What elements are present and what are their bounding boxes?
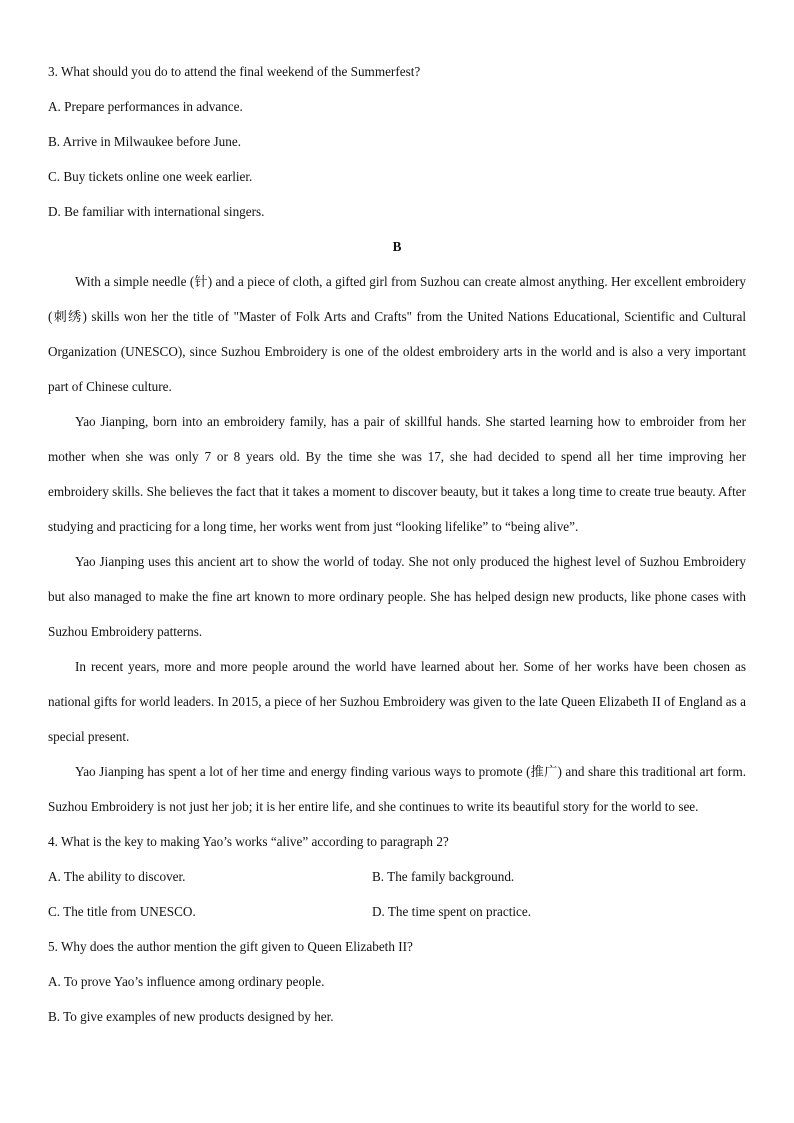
question-3-option-d: D. Be familiar with international singers.: [48, 204, 265, 219]
question-4-option-c: C. The title from UNESCO.: [48, 904, 196, 919]
question-4-options-row-2: [48, 894, 746, 929]
question-4-option-b: B. The family background.: [372, 869, 515, 884]
question-5-option-a: A. To prove Yao’s influence among ordinary people.: [48, 974, 325, 989]
section-label: B: [392, 239, 402, 254]
question-5-option-b: B. To give examples of new products designed by her.: [48, 1009, 334, 1024]
question-5-stem: 5. Why does the author mention the gift given to Queen Elizabeth II?: [48, 939, 413, 954]
passage-paragraph-3: Yao Jianping uses this ancient art to show the world of today. She not only produced the highest level of Suzhou Embroidery but also managed to make the fine art known to more ordinary people. She has helped design new products, like phone cases with Suzhou Embroidery patterns.: [48, 554, 746, 639]
question-3-option-a: A. Prepare performances in advance.: [48, 99, 243, 114]
passage-paragraph-2: Yao Jianping, born into an embroidery family, has a pair of skillful hands. She started learning how to embroider from her mother when she was only 7 or 8 years old. By the time she was 17, she had decided to spend all her time improving her embroidery skills. She believes the fact that it takes a moment to discover beauty, but it takes a long time to create true beauty. After studying and practicing for a long time, her works went from just “looking lifelike” to “being alive”.: [48, 414, 746, 534]
question-3-option-c: C. Buy tickets online one week earlier.: [48, 169, 253, 184]
question-4-stem: 4. What is the key to making Yao’s works “alive” according to paragraph 2?: [48, 834, 449, 849]
question-3-option-b: B. Arrive in Milwaukee before June.: [48, 134, 241, 149]
passage-paragraph-4: In recent years, more and more people around the world have learned about her. Some of her works have been chosen as national gifts for world leaders. In 2015, a piece of her Suzhou Embroidery was given to the late Queen Elizabeth II of England as a special present.: [48, 659, 746, 744]
passage-paragraph-1: With a simple needle (针) and a piece of cloth, a gifted girl from Suzhou can create almost anything. Her excellent embroidery (刺绣) skills won her the title of "Master of Folk Arts and Crafts" from the United Nations Educational, Scientific and Cultural Organization (UNESCO), since Suzhou Embroidery is one of the oldest embroidery arts in the world and is also a very important part of Chinese culture.: [48, 274, 746, 394]
question-4-options-row-1: [48, 859, 746, 894]
question-4-option-a: A. The ability to discover.: [48, 869, 186, 884]
exam-page: [48, 54, 746, 1034]
question-4-option-d: D. The time spent on practice.: [372, 904, 532, 919]
passage-paragraph-5: Yao Jianping has spent a lot of her time and energy finding various ways to promote (推广) and share this traditional art form. Suzhou Embroidery is not just her job; it is her entire life, and she continues to write its beautiful story for the world to see.: [48, 764, 746, 814]
question-3-stem: 3. What should you do to attend the final weekend of the Summerfest?: [48, 64, 421, 79]
